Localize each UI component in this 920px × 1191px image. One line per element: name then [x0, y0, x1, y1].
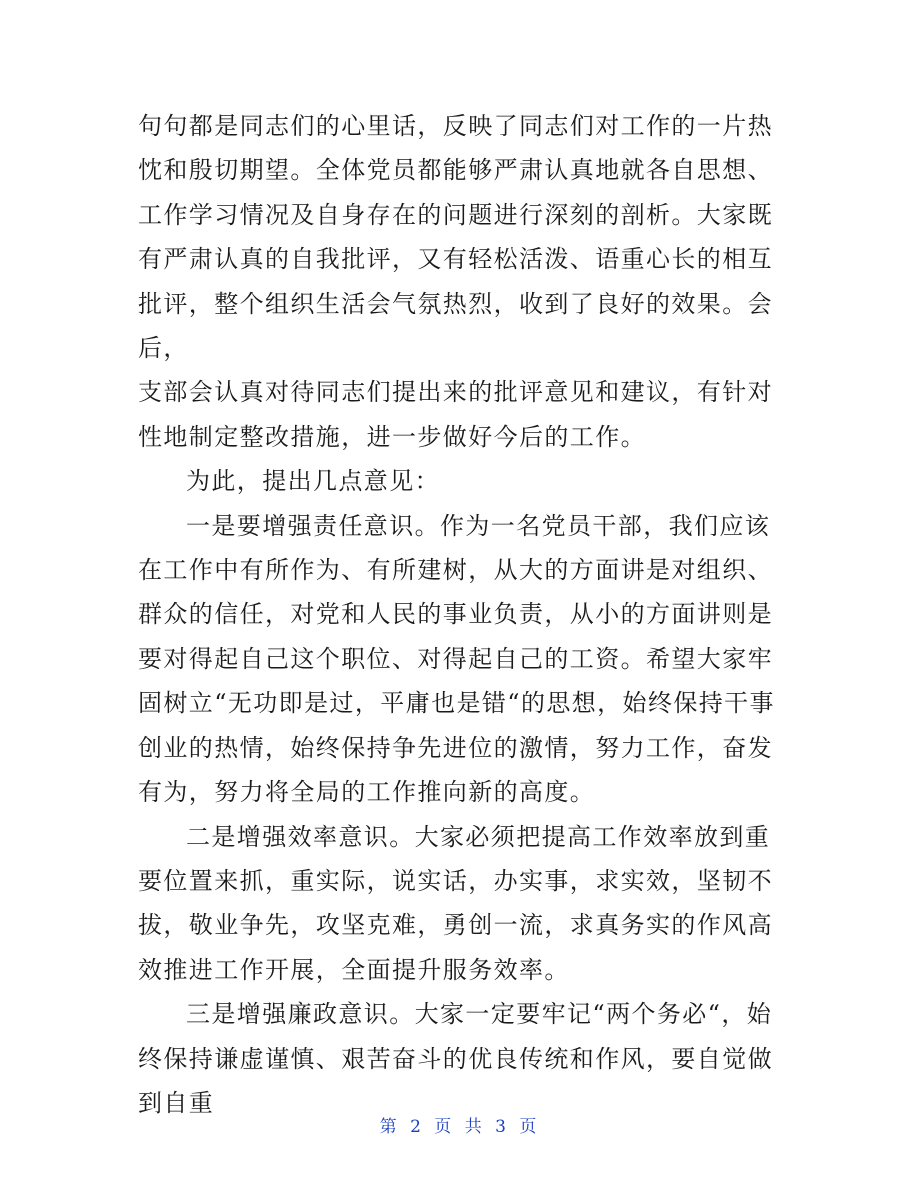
- paragraph-3: 为此，提出几点意见：: [186, 467, 440, 496]
- paragraph-1: 句句都是同志们的心里话，反映了同志们对工作的一片热忱和殷切期望。全体党员都能够严肃认真地就各自思想、工作学习情况及自身存在的问题进行深刻的剖析。大家既有严肃认真的自我批评，又有轻松活泼、语重心长的相互批评，整个组织生活会气氛热烈，收到了良好的效果。会后，: [138, 112, 773, 363]
- paragraph-2: 支部会认真对待同志们提出来的批评意见和建议，有针对性地制定整改措施，进一步做好今后的工作。: [138, 378, 773, 451]
- page-number-footer: 第 2 页 共 3 页: [379, 1117, 541, 1137]
- paragraph-6: 三是增强廉政意识。大家一定要牢记“两个务必“，始终保持谦虚谨慎、艰苦奋斗的优良传统和作风，要自觉做到自重: [138, 1000, 773, 1117]
- paragraph-5: 二是增强效率意识。大家必须把提高工作效率放到重要位置来抓，重实际，说实话，办实事，求实效，坚韧不拔，敬业争先，攻坚克难，勇创一流，求真务实的作风高效推进工作开展，全面提升服务效率。: [138, 822, 773, 984]
- paragraph-4: 一是要增强责任意识。作为一名党员干部，我们应该在工作中有所作为、有所建树，从大的方面讲是对组织、群众的信任，对党和人民的事业负责，从小的方面讲则是要对得起自己这个职位、对得起自己的工资。希望大家牢固树立“无功即是过，平庸也是错“的思想，始终保持干事创业的热情，始终保持争先进位的激情，努力工作，奋发有为，努力将全局的工作推向新的高度。: [138, 511, 775, 807]
- document-body: [138, 104, 788, 1125]
